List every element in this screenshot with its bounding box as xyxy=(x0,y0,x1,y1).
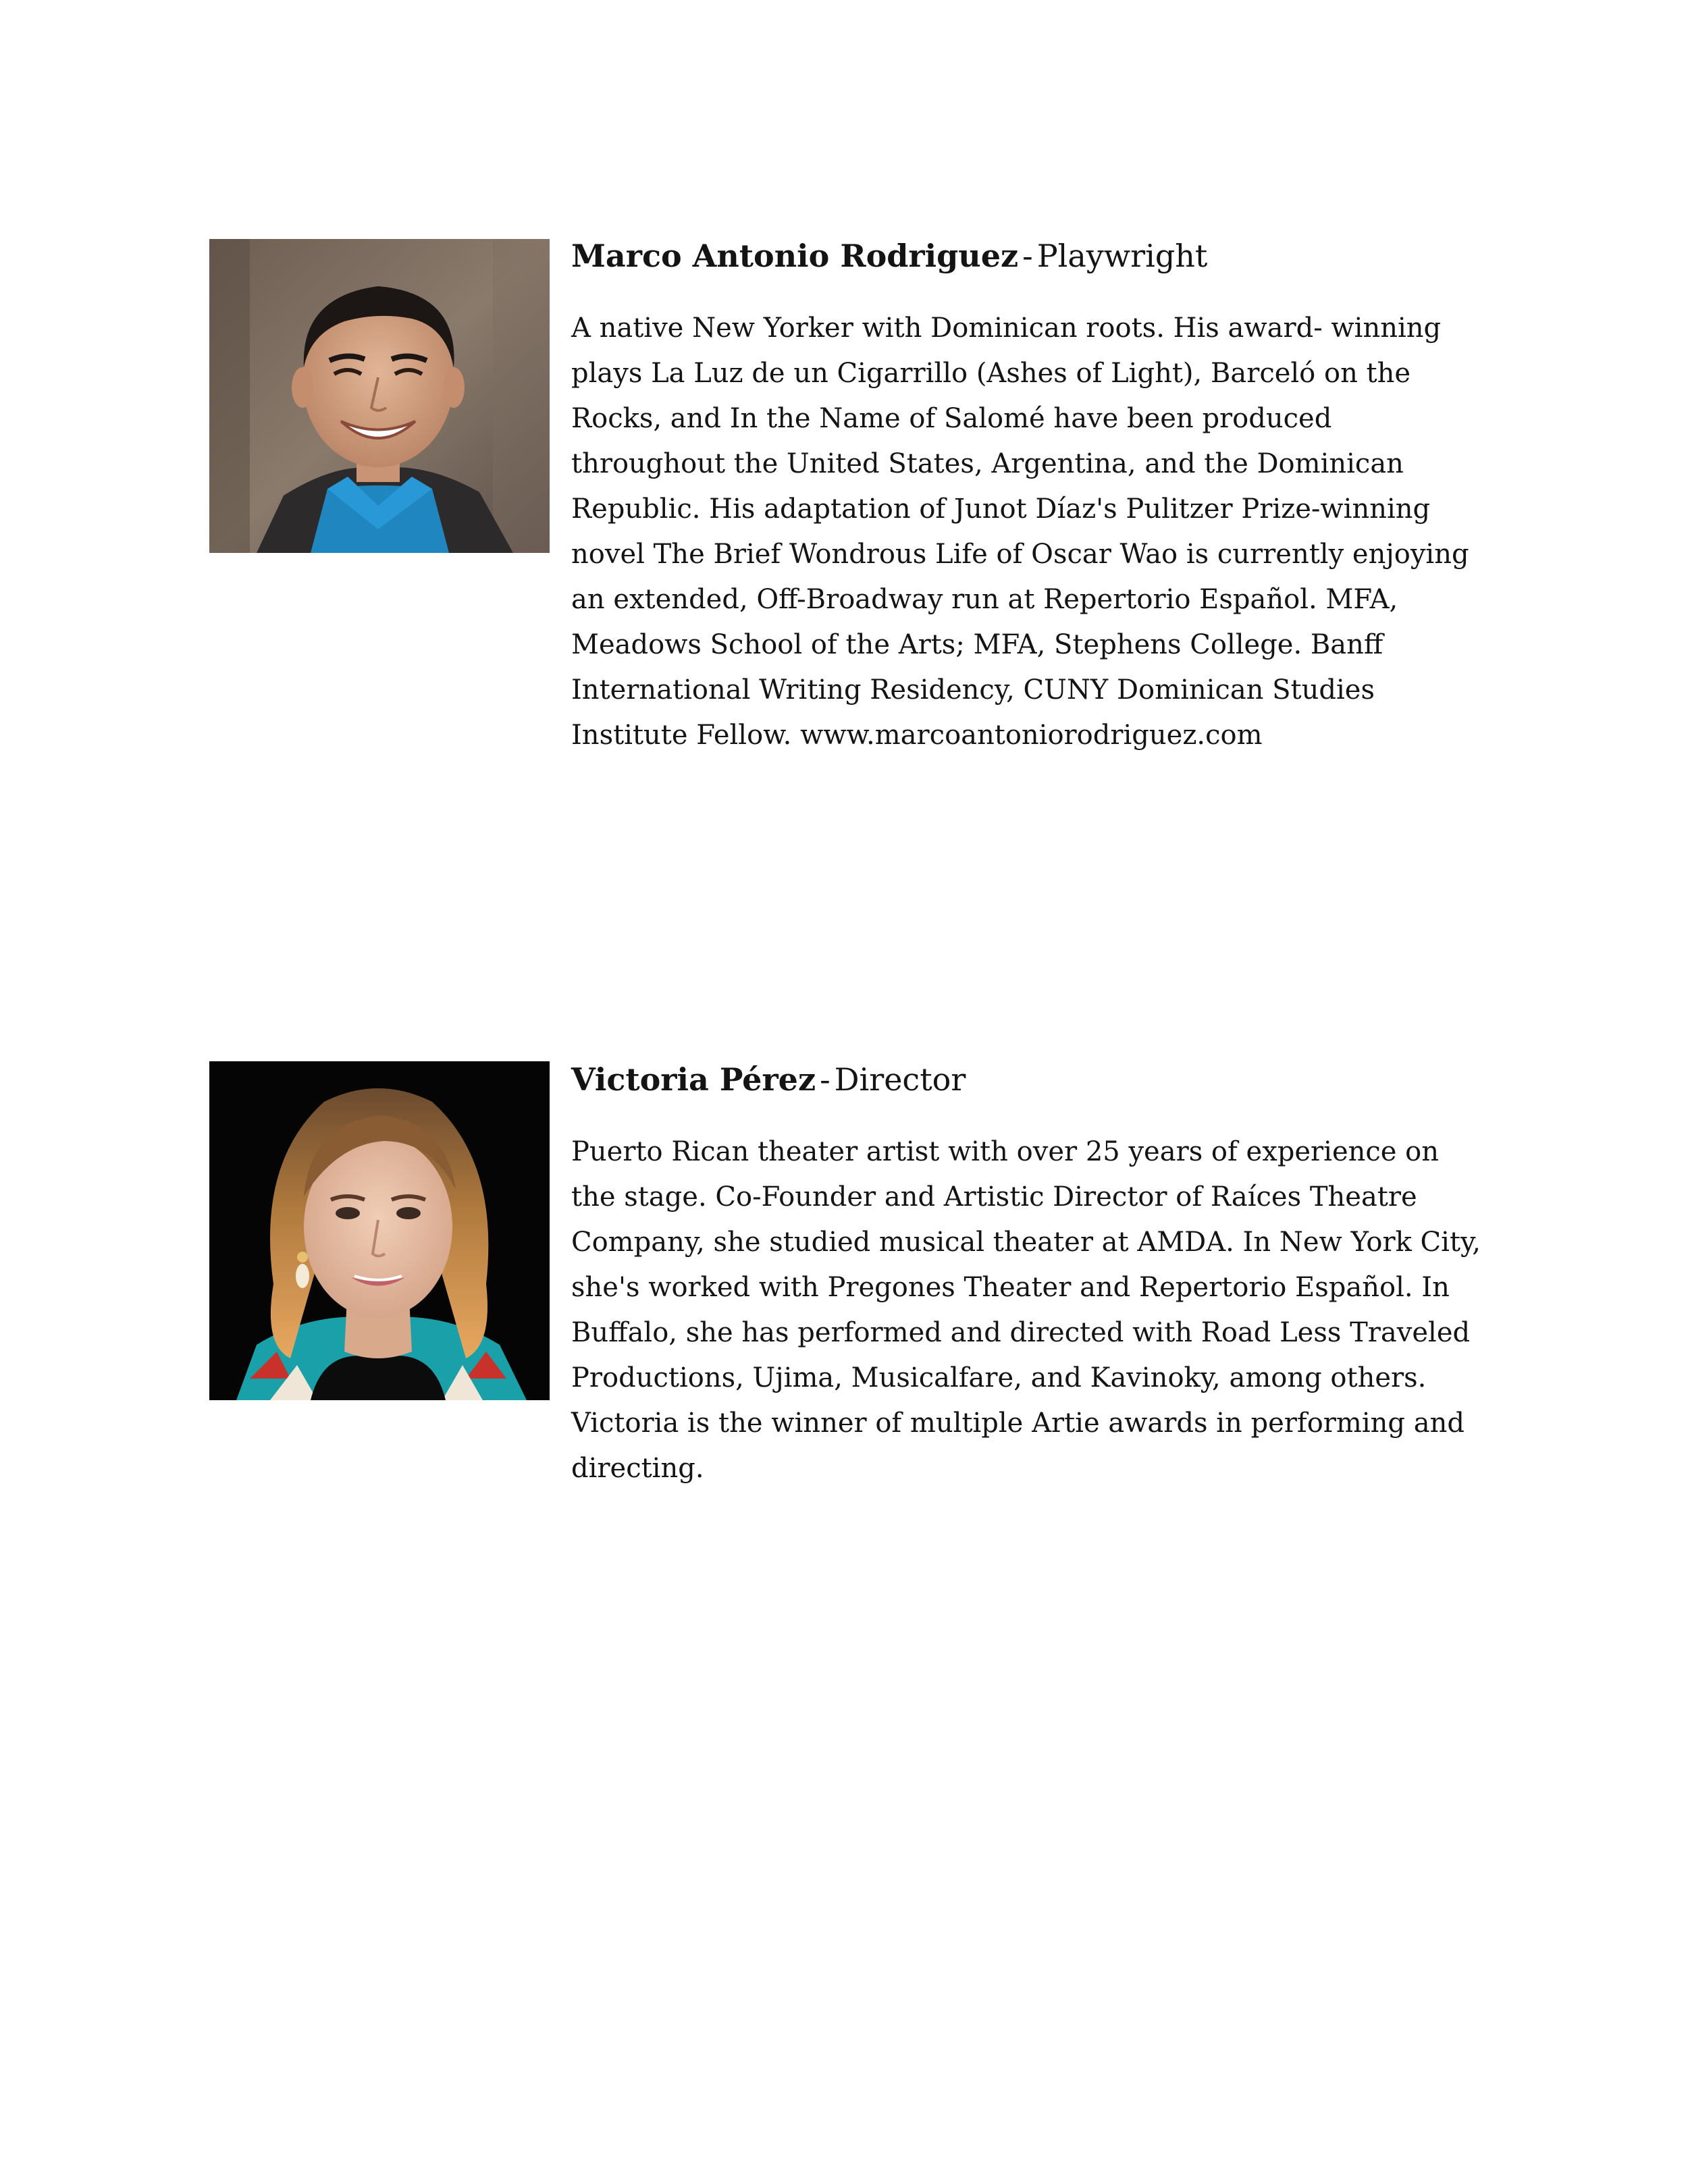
bio-paragraph: Puerto Rican theater artist with over 25 years of experience on the stage. Co-Founder and Artistic Director of Raíces Theatre Company, she studied musical theater at AMDA. In New York City, she's worked with Pregones Theater and Repertorio Español. In Buffalo, she has performed and directed with Road Less Traveled Productions, Ujima, Musicalfare, and Kavinoky, among others. Victoria is the winner of multiple Artie awards in performing and directing. xyxy=(571,1136,1481,1485)
headshot-photo-marco xyxy=(209,239,550,553)
headshot-photo-victoria xyxy=(209,1061,550,1400)
person-role: Playwright xyxy=(1036,238,1208,274)
person-name: Victoria Pérez xyxy=(571,1061,816,1098)
bio-heading xyxy=(571,1061,1489,1098)
heading-separator: - xyxy=(820,1061,830,1098)
bio-heading xyxy=(571,238,1489,275)
heading-separator: - xyxy=(1022,238,1033,274)
bio-text-column xyxy=(571,238,1489,758)
bio-text-column xyxy=(571,1061,1489,1491)
bio-paragraph: A native New Yorker with Dominican roots. His award- winning plays La Luz de un Cigarrillo (Ashes of Light), Barceló on the Rocks, and In the Name of Salomé have been produced throughout the United States, Argentina, and the Dominican Republic. His adaptation of Junot Díaz's Pulitzer Prize-winning novel The Brief Wondrous Life of Oscar Wao is currently enjoying an extended, Off-Broadway run at Repertorio Español. MFA, Meadows School of the Arts; MFA, Stephens College. Banff International Writing Residency, CUNY Dominican Studies Institute Fellow. www.marcoantoniorodriguez.com xyxy=(571,313,1469,751)
person-name: Marco Antonio Rodriguez xyxy=(571,238,1019,274)
person-role: Director xyxy=(834,1061,966,1098)
